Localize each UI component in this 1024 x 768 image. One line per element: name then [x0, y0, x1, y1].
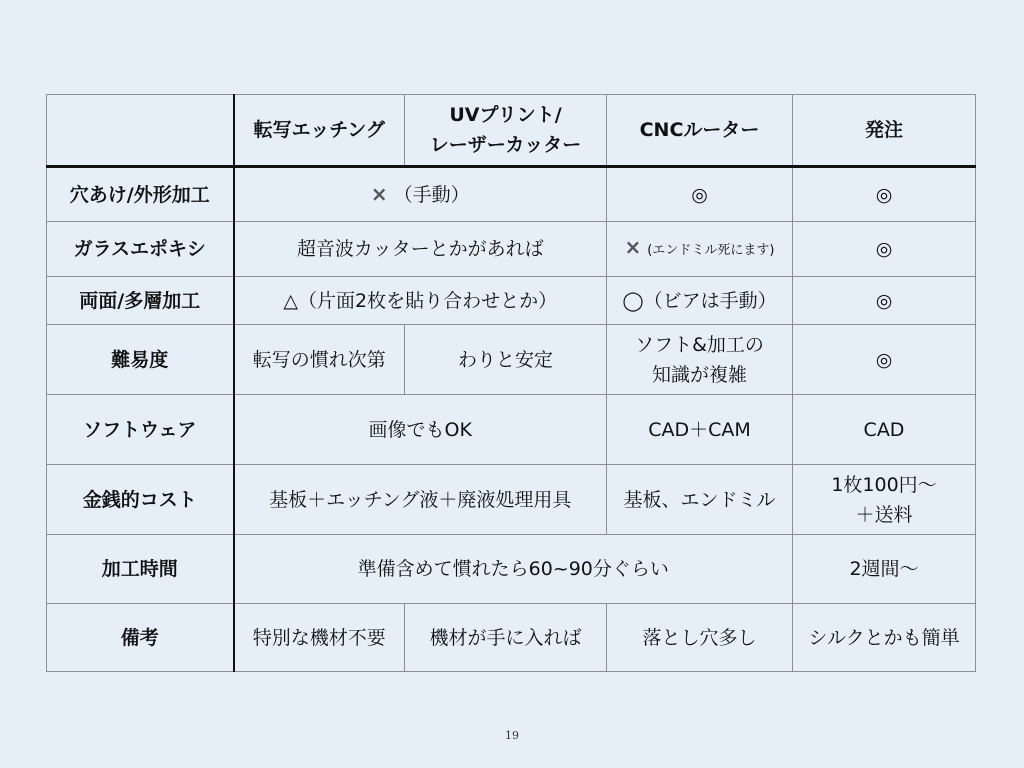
table-row: [47, 277, 976, 325]
cell-software-cnc: CAD＋CAM: [607, 395, 793, 465]
row-label-software: ソフトウェア: [47, 395, 234, 465]
table-row: [47, 167, 976, 222]
table-row: [47, 395, 976, 465]
corner-cell: [47, 95, 234, 167]
cell-epoxy-cnc-text: (エンドミル死にます): [647, 243, 775, 258]
table-row: [47, 325, 976, 395]
cell-cost-order-line2: ＋送料: [855, 503, 913, 526]
cell-drilling-etching-uv: [234, 167, 607, 222]
cell-notes-etching: 特別な機材不要: [234, 604, 405, 672]
row-label-difficulty: 難易度: [47, 325, 234, 395]
table-row: [47, 535, 976, 604]
cell-cost-order: [793, 465, 976, 535]
cell-cost-order-line1: 1枚100円〜: [831, 473, 937, 496]
cell-software-order: CAD: [793, 395, 976, 465]
cell-difficulty-cnc-line1: ソフト&加工の: [635, 333, 764, 356]
header-row: [47, 95, 976, 167]
cell-drilling-text: （手動）: [393, 184, 470, 206]
header-order: 発注: [793, 95, 976, 167]
cell-difficulty-order: ◎: [793, 325, 976, 395]
cell-difficulty-cnc-line2: 知識が複雑: [651, 363, 747, 386]
cell-software-etching-uv: 画像でもOK: [234, 395, 607, 465]
cell-cost-etching-uv: 基板＋エッチング液＋廃液処理用具: [234, 465, 607, 535]
table-row: [47, 465, 976, 535]
cell-time-diy: 準備含めて慣れたら60~90分ぐらい: [234, 535, 793, 604]
cell-double-cnc: ◯（ビアは手動）: [607, 277, 793, 325]
comparison-table: [46, 94, 976, 672]
row-label-time: 加工時間: [47, 535, 234, 604]
row-label-double-sided: 両面/多層加工: [47, 277, 234, 325]
table-row: [47, 604, 976, 672]
cell-time-order: 2週間〜: [793, 535, 976, 604]
row-label-cost: 金銭的コスト: [47, 465, 234, 535]
cell-notes-order: シルクとかも簡単: [793, 604, 976, 672]
row-label-notes: 備考: [47, 604, 234, 672]
header-uv-line1: UVプリント/: [449, 104, 562, 126]
page-number: 19: [505, 729, 519, 742]
header-uv-line2: レーザーカッター: [429, 134, 582, 156]
row-label-drilling: 穴あけ/外形加工: [47, 167, 234, 222]
cell-double-etching-uv: △（片面2枚を貼り合わせとか）: [234, 277, 607, 325]
cell-cost-cnc: 基板、エンドミル: [607, 465, 793, 535]
cell-epoxy-etching-uv: 超音波カッターとかがあれば: [234, 222, 607, 277]
cell-double-order: ◎: [793, 277, 976, 325]
cell-difficulty-uv: わりと安定: [405, 325, 607, 395]
cross-icon: ×: [624, 235, 642, 259]
header-uv-laser: [405, 95, 607, 167]
cell-drilling-order: ◎: [793, 167, 976, 222]
row-label-glass-epoxy: ガラスエポキシ: [47, 222, 234, 277]
cell-difficulty-cnc: [607, 325, 793, 395]
cell-epoxy-order: ◎: [793, 222, 976, 277]
table-row: [47, 222, 976, 277]
cell-drilling-cnc: ◎: [607, 167, 793, 222]
cell-difficulty-etching: 転写の慣れ次第: [234, 325, 405, 395]
header-etching: 転写エッチング: [234, 95, 405, 167]
cell-epoxy-cnc: [607, 222, 793, 277]
cross-icon: ×: [370, 182, 388, 206]
header-cnc: CNCルーター: [607, 95, 793, 167]
cell-notes-cnc: 落とし穴多し: [607, 604, 793, 672]
cell-notes-uv: 機材が手に入れば: [405, 604, 607, 672]
